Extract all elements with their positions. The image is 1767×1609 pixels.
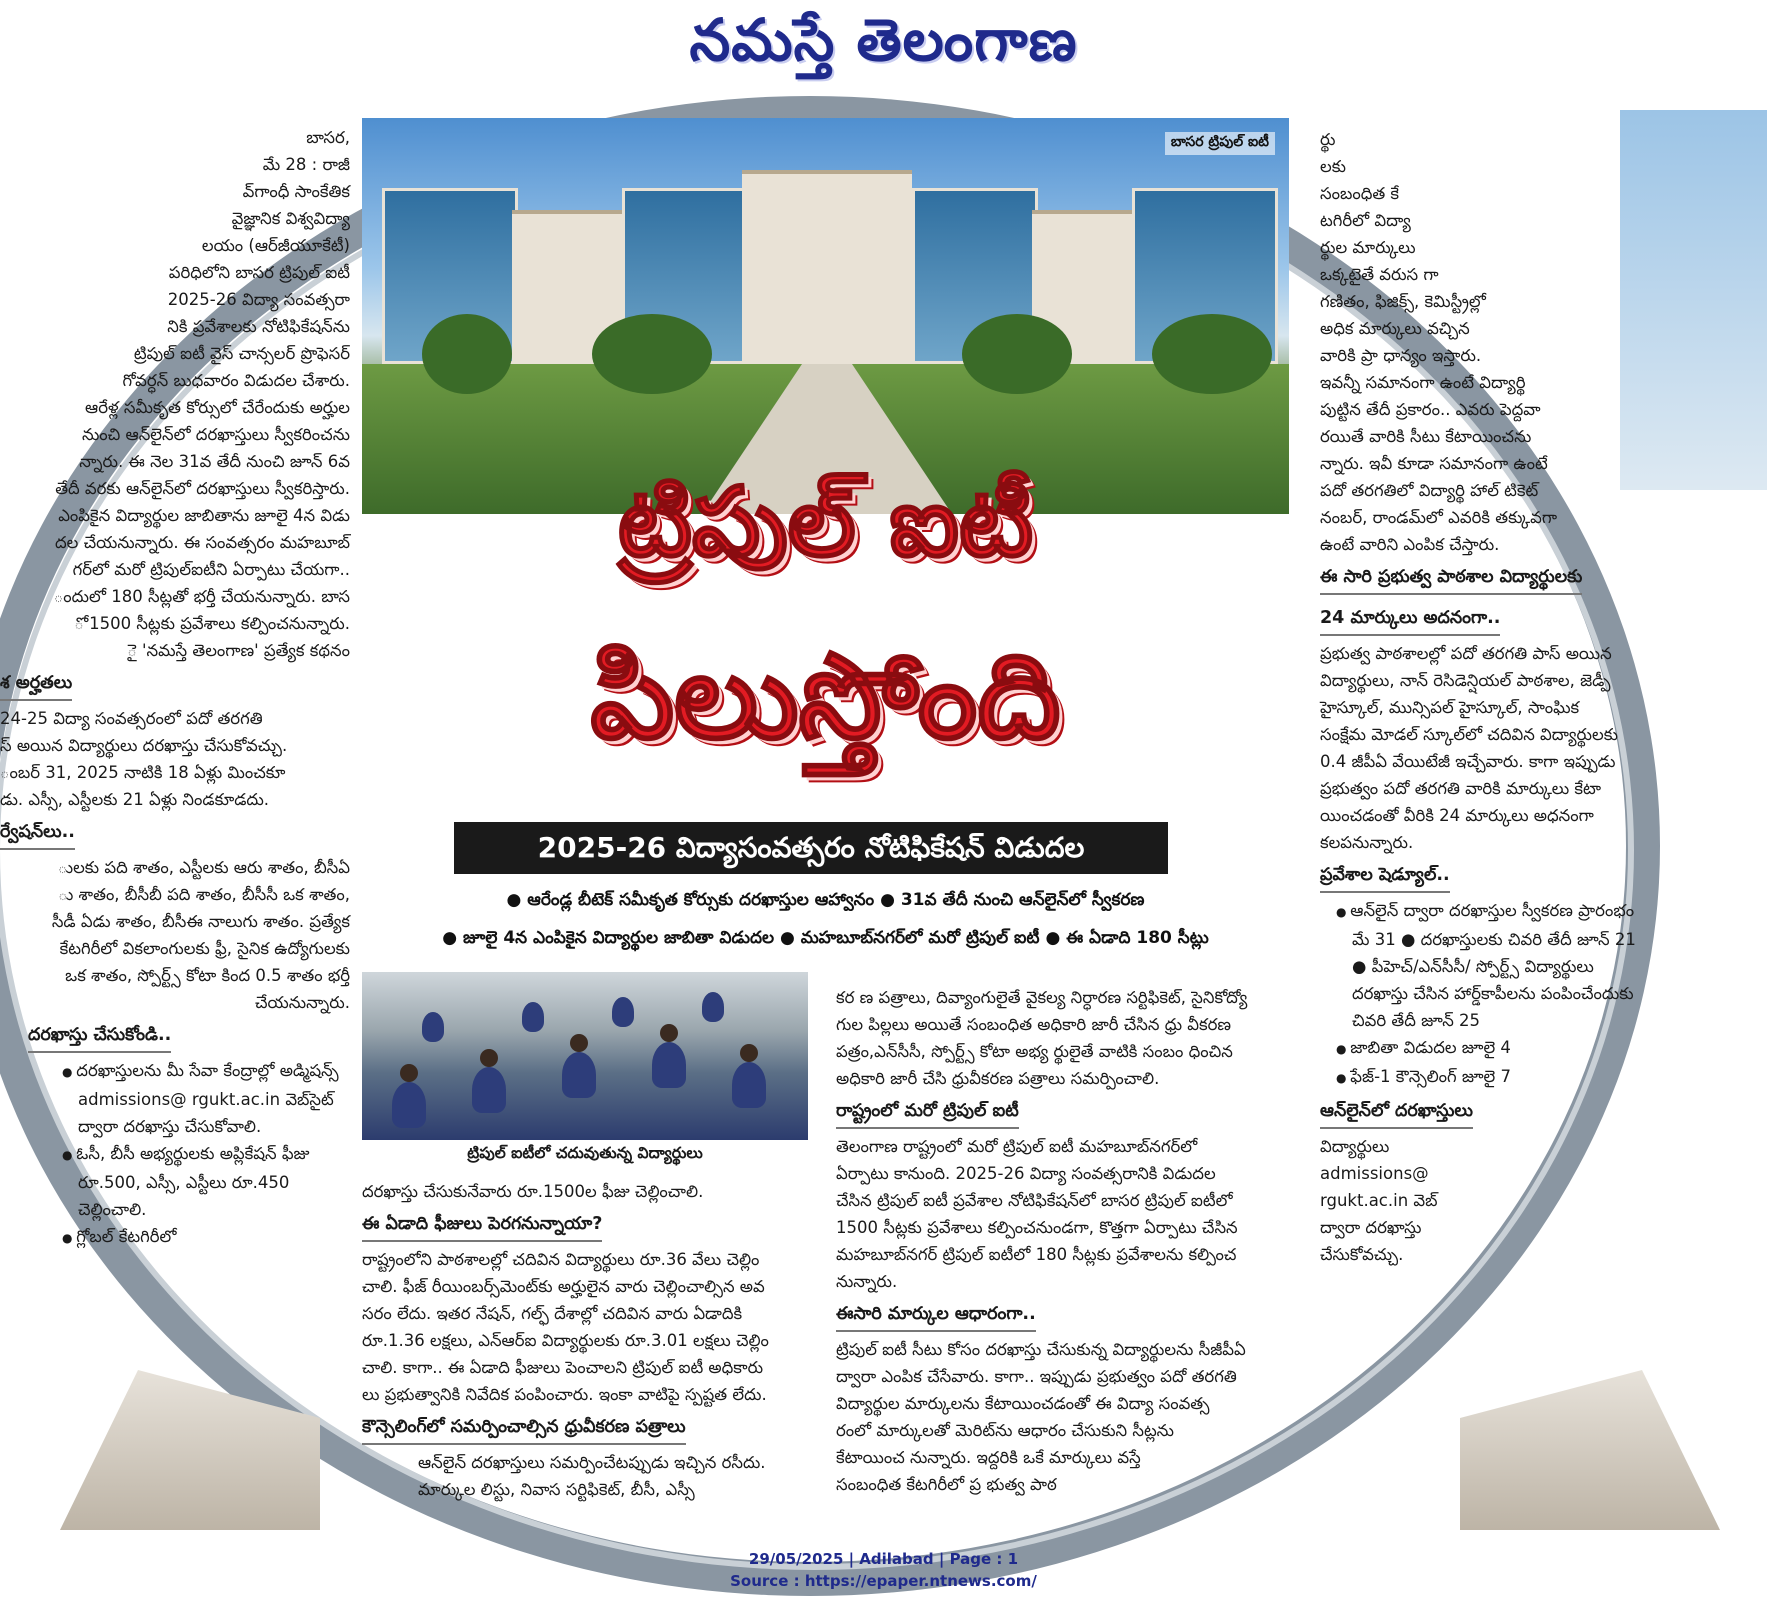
text-line: చాలి. ఫీజ్ రీయింబర్స్‌మెంట్‌కు అర్హులైన వారు చెల్లించాల్సిన అవ (362, 1277, 765, 1296)
documents-paragraph (362, 1449, 808, 1503)
text-line: ఆన్‌లైన్ దరఖాస్తులు సమర్పించేటప్పుడు ఇచ్చిన రసీదు. (418, 1453, 766, 1472)
text-line: రయితే వారికి సీటు కేటాయించను (1320, 427, 1532, 446)
text-line: న్నారు. ఇవీ కూడా సమానంగా ఉంటే (1320, 454, 1548, 473)
text-line: పరిధిలోని బాసర ట్రిపుల్ ఐటీ (168, 263, 350, 282)
section-schedule-heading: ప్రవేశాల షెడ్యూల్.. (1320, 862, 1450, 893)
text-line: టగిరీలో విద్యా (1320, 211, 1411, 230)
text-line: తెలంగాణ రాష్ట్రంలో మరో ట్రిపుల్ ఐటీ మహబూబ్‌నగర్‌లో (836, 1137, 1198, 1156)
photo-caption: బాసర ట్రిపుల్ ఐటీ (1165, 132, 1275, 155)
section-apply-heading: దరఖాస్తు చేసుకోండి.. (28, 1022, 171, 1053)
text-line: విద్యార్థులు (1320, 1137, 1390, 1156)
text-line: ద్వారా ఎంపిక చేసేవారు. కాగా.. ఇప్పుడు ప్రభుత్వం పదో తరగతి (836, 1367, 1237, 1386)
section-online-heading: ఆన్‌లైన్‌లో దరఖాస్తులు (1320, 1098, 1473, 1129)
text-line: లకు (1320, 157, 1347, 176)
text-line: నికి ప్రవేశాలకు నోటిఫికేషన్‌ను (167, 317, 350, 336)
text-line: గర్‌లో మరో ట్రిపుల్‌ఐటీని ఏర్పాటు చేయగా.. (72, 560, 350, 579)
text-line: మార్కుల లిస్టు, నివాస సర్టిఫికెట్, బీసీ, ఎస్సీ (418, 1480, 695, 1499)
students-photo (362, 972, 808, 1140)
campus-photo (362, 118, 1289, 514)
text-line: 2025-26 విద్యా సంవత్సరా (167, 290, 350, 309)
text-line: పుట్టిన తేదీ ప్రకారం.. ఎవరు పెద్దవా (1320, 400, 1541, 419)
text-line: ులకు పది శాతం, ఎస్టీలకు ఆరు శాతం, బీసీఏ (57, 858, 350, 877)
text-line: ఎంపికైన విద్యార్థుల జాబితాను జూలై 4న విడు (58, 506, 350, 525)
text-line: ర్థు (1320, 130, 1336, 149)
text-line: కేటగిరీలో వికలాంగులకు ఫ్రీ, సైనిక ఉద్యోగులకు (59, 939, 350, 958)
text-line: మే 28 : రాజీ (262, 155, 350, 174)
text-line: ఇవన్నీ సమానంగా ఉంటే విద్యార్థి (1320, 373, 1526, 392)
text-line: కేటాయించ నున్నారు. ఇద్దరికి ఒకే మార్కులు వస్తే (836, 1448, 1141, 1467)
section-new-iiit-heading: రాష్ట్రంలో మరో ట్రిపుల్ ఐటీ (836, 1098, 1019, 1129)
section-govt-schools-heading: ఈ సారి ప్రభుత్వ పాఠశాల విద్యార్థులకు (1320, 564, 1582, 595)
text-line: ు శాతం, బీసీబీ పది శాతం, బీసీసీ ఒక శాతం, (58, 885, 350, 904)
bullet-item: ● గ్లోబల్ కేటగిరీలో (56, 1223, 350, 1252)
text-line: ఉంటే వారిని ఎంపిక చేస్తారు. (1320, 535, 1500, 554)
text-line: రాష్ట్రంలోని పాఠశాలల్లో చదివిన విద్యార్థులు రూ.36 వేలు చెల్లిం (362, 1250, 760, 1269)
section-eligibility-heading: శ అర్హతలు (0, 670, 72, 701)
text-line: ఒక శాతం, స్పోర్ట్స్ కోటా కింద 0.5 శాతం భర్తీ (65, 966, 350, 985)
section-extra-marks-heading: 24 మార్కులు అదనంగా.. (1320, 605, 1500, 636)
text-line: సంక్షేమ మోడల్ స్కూల్‌లో చదివిన విద్యార్థులకు (1320, 725, 1619, 744)
text-line: సీడీ ఏడు శాతం, బీసీఈ నాలుగు శాతం. ప్రత్యేక (51, 912, 350, 931)
eligibility-paragraph (0, 705, 350, 813)
extra-marks-paragraph (1320, 640, 1650, 856)
masthead (0, 0, 1767, 86)
text-line: అధికారి జారీ చేసి ధ్రువీకరణ పత్రాలు సమర్పించాలి. (836, 1069, 1160, 1088)
text-line: ఒక్కటైతే వరుస గా (1320, 265, 1439, 284)
tiebreak-paragraph (1320, 126, 1650, 558)
text-line: ప్రభుత్వ పాఠశాలల్లో పదో తరగతి పాస్ అయిన (1320, 644, 1612, 663)
bullet-item: ● దరఖాస్తులను మీ సేవా కేంద్రాల్లో అడ్మిషన్స్ admissions@ rgukt.ac.in వెబ్‌సైట్ ద్వారా దరఖాస్తు చేసుకోవాలి. (56, 1057, 350, 1140)
highlights-row1: ● ఆరేండ్ల బీటెక్ సమీకృత కోర్సుకు దరఖాస్తుల ఆహ్వానం ● 31వ తేదీ నుంచి ఆన్‌లైన్‌లో స్వీకరణ (506, 890, 1145, 910)
text-line: వ్‌గాంధీ సాంకేతిక (242, 182, 350, 201)
text-line: 1500 సీట్లకు ప్రవేశాలు కల్పించనుండగా, కొత్తగా ఏర్పాటు చేసిన (836, 1218, 1238, 1237)
students-photo-caption: ట్రిపుల్ ఐటీలో చదువుతున్న విద్యార్థులు (467, 1144, 703, 1162)
text-line: చేయనున్నారు. (255, 993, 350, 1012)
fee-line: దరఖాస్తు చేసుకునేవారు రూ.1500ల ఫీజు చెల్లించాలి. (362, 1182, 704, 1201)
section-documents-heading: కౌన్సెలింగ్‌లో సమర్పించాల్సిన ధ్రువీకరణ పత్రాలు (362, 1414, 686, 1445)
bullet-item: ● ఆన్‌లైన్ ద్వారా దరఖాస్తుల స్వీకరణ ప్రారంభం మే 31 ● దరఖాస్తులకు చివరి తేదీ జూన్ 21 ● పీహెచ్/ఎన్‌సీసీ/ స్పోర్ట్స్ విద్యార్థులు దరఖాస్తు చేసిన హార్డ్‌కాపీలను పంపించేందుకు చివరి తేదీ జూన్ 25 (1330, 897, 1650, 1034)
text-line: రంలో మార్కులతో మెరిట్‌ను ఆధారం చేసుకుని సీట్లను (836, 1421, 1174, 1440)
text-line: 24-25 విద్యా సంవత్సరంలో పదో తరగతి (0, 709, 263, 728)
text-line: ర్థుల మార్కులు (1320, 238, 1416, 257)
text-line: చేసిన ట్రిపుల్ ఐటీ ప్రవేశాల నోటిఫికేషన్‌లో బాసర ట్రిపుల్ ఐటీలో (836, 1191, 1233, 1210)
text-line: న్నారు. ఈ నెల 31వ తేదీ నుంచి జూన్ 6వ (79, 452, 350, 471)
online-paragraph (1320, 1133, 1650, 1268)
notification-banner: 2025-26 విద్యాసంవత్సరం నోటిఫికేషన్ విడుదల (454, 822, 1168, 874)
left-column (0, 124, 350, 1252)
text-line: నంబర్, రాండమ్‌లో ఎవరికి తక్కువగా (1320, 508, 1558, 527)
text-line: చాలి. కాగా.. ఈ ఏడాది ఫీజులు పెంచాలని ట్రిపుల్ ఐటీ అధికారు (362, 1358, 764, 1377)
decorative-book-right (1460, 1370, 1720, 1530)
page-footer (0, 1548, 1767, 1592)
section-reservations-heading: ర్వేషన్‌లు.. (0, 819, 75, 850)
section-fees-heading: ఈ ఏడాది ఫీజులు పెరగనున్నాయా? (362, 1211, 602, 1242)
text-line: బాసర, (306, 128, 350, 147)
text-line: హైస్కూల్, మున్సిపల్ హైస్కూల్, సాంఘిక (1320, 698, 1580, 717)
newspaper-logo: నమస్తే తెలంగాణ (689, 6, 1078, 74)
text-line: వారికి ప్రా ధాన్యం ఇస్తారు. (1320, 346, 1482, 365)
text-line: ంబర్ 31, 2025 నాటికి 18 ఏళ్లు మించకూ (0, 763, 286, 782)
text-line: సరం లేదు. ఇతర నేషన్, గల్ఫ్ దేశాల్లో చదివిన వారు ఏడాదికి (362, 1304, 743, 1323)
documents-continued-paragraph (836, 984, 1288, 1092)
fees-paragraph (362, 1246, 808, 1408)
headline-line1: ట్రిపుల్ ఐటీ (617, 466, 1034, 578)
text-line: మహబూబ్‌నగర్ ట్రిపుల్ ఐటీలో 180 సీట్లకు ప్రవేశాలను కల్పించ (836, 1245, 1237, 1264)
reservations-paragraph (0, 854, 350, 1016)
text-line: ద్వారా దరఖాస్తు (1320, 1218, 1422, 1237)
mid-right-column (836, 984, 1288, 1498)
mid-left-column (362, 1178, 808, 1503)
text-line: వైజ్ఞానిక విశ్వవిద్యా (231, 209, 350, 228)
text-line: ో 1500 సీట్లకు ప్రవేశాలు కల్పించనున్నారు. (74, 614, 350, 633)
text-line: పదో తరగతిలో విద్యార్థి హాల్ టికెట్ (1320, 481, 1539, 500)
text-line: లయం (ఆర్‌జీయూకేటీ) (201, 236, 350, 255)
text-line: గణితం, ఫిజిక్స్, కెమిస్ట్రీల్లో (1320, 292, 1486, 311)
text-line: కలపనున్నారు. (1320, 833, 1414, 852)
bullet-item: ● ఫేజ్-1 కౌన్సెలింగ్ జూలై 7 (1330, 1063, 1650, 1092)
text-line: ై 'నమస్తే తెలంగాణ' ప్రత్యేక కథనం (127, 641, 350, 660)
headline-line2: పిలుస్తోంది (590, 627, 1061, 765)
text-line: విద్యార్థులు, నాన్ రెసిడెన్షియల్ పాఠశాల, జెడ్పీ (1320, 671, 1611, 690)
text-line: స్ అయిన విద్యార్థులు దరఖాస్తు చేసుకోవచ్చు. (0, 736, 288, 755)
text-line: admissions@ (1320, 1164, 1429, 1183)
bullet-item: ● ఓసీ, బీసీ అభ్యర్థులకు అప్లికేషన్ ఫీజు రూ.500, ఎస్సీ, ఎస్టీలు రూ.450 చెల్లించాలి. (56, 1140, 350, 1223)
text-line: rgukt.ac.in వెబ్ (1320, 1191, 1438, 1210)
text-line: ట్రిపుల్ ఐటీ వైస్ చాన్సలర్ ప్రొఫెసర్ (133, 344, 350, 363)
text-line: నుంచి ఆన్‌లైన్‌లో దరఖాస్తులు స్వీకరించను (82, 425, 350, 444)
edition-info: 29/05/2025 | Adilabad | Page : 1 (748, 1550, 1019, 1568)
marks-paragraph (836, 1336, 1288, 1498)
text-line: ట్రిపుల్ ఐటీ సీటు కోసం దరఖాస్తు చేసుకున్న విద్యార్థులను సీజీపీఏ (836, 1340, 1246, 1359)
text-line: తేదీ వరకు ఆన్‌లైన్‌లో దరఖాస్తులు స్వీకరిస్తారు. (55, 479, 350, 498)
text-line: అధిక మార్కులు వచ్చిన (1320, 319, 1470, 338)
text-line: డు. ఎస్సీ, ఎస్టీలకు 21 ఏళ్లు నిండకూడదు. (0, 790, 270, 809)
text-line: దల చేయనున్నారు. ఈ సంవత్సరం మహబూబ్ (55, 533, 350, 552)
bullet-item: ● జాబితా విడుదల జూలై 4 (1330, 1034, 1650, 1063)
text-line: సంబంధిత కేటగిరీలో ప్ర భుత్వ పాఠ (836, 1475, 1057, 1494)
right-column (1320, 126, 1650, 1268)
text-line: రూ.1.36 లక్షలు, ఎన్‌ఆర్‌ఐ విద్యార్థులకు రూ.3.01 లక్షలు చెల్లిం (362, 1331, 769, 1350)
text-line: ఏర్పాటు కానుంది. 2025-26 విద్యా సంవత్సరానికి విడుదల (836, 1164, 1216, 1183)
new-iiit-paragraph (836, 1133, 1288, 1295)
text-line: నున్నారు. (836, 1272, 898, 1291)
text-line: యించడంతో వీరికి 24 మార్కులు అధనంగా (1320, 806, 1594, 825)
text-line: కర ణ పత్రాలు, దివ్యాంగులైతే వైకల్య నిర్ధారణ సర్టిఫికెట్, సైనికోద్యో (836, 988, 1248, 1007)
text-line: లు ప్రభుత్వానికి నివేదిక పంపించారు. ఇంకా వాటిపై స్పష్టత లేదు. (362, 1385, 767, 1404)
section-marks-heading: ఈసారి మార్కుల ఆధారంగా.. (836, 1301, 1036, 1332)
apply-bullets (0, 1057, 350, 1252)
text-line: చేసుకోవచ్చు. (1320, 1245, 1404, 1264)
intro-paragraph (0, 124, 350, 664)
text-line: పత్రం,ఎన్‌సీసీ, స్పోర్ట్స్ కోటా అభ్య ర్థులైతే వాటికి సంబం ధించిన (836, 1042, 1233, 1061)
text-line: ందులో 180 సీట్లతో భర్తీ చేయనున్నారు. బాస (53, 587, 350, 606)
text-line: 0.4 జీపీఏ వేయిటేజీ ఇచ్చేవారు. కాగా ఇప్పుడు (1320, 752, 1616, 771)
text-line: విద్యార్థుల మార్కులను కేటాయించడంతో ఈ విద్యా సంవత్స (836, 1394, 1210, 1413)
text-line: ప్రభుత్వం పదో తరగతి వారికి మార్కులు కేటా (1320, 779, 1602, 798)
text-line: గుల పిల్లలు అయితే సంబంధిత అధికారి జారీ చేసిన ధ్రు వీకరణ (836, 1015, 1232, 1034)
text-line: సంబంధిత కే (1320, 184, 1400, 203)
text-line: ఆరేళ్ల సమీకృత కోర్సులో చేరేందుకు అర్హుల (85, 398, 350, 417)
source-link[interactable]: Source : https://epaper.ntnews.com/ (730, 1572, 1037, 1590)
schedule-list (1320, 897, 1650, 1092)
text-line: గోవర్ధన్ బుధవారం విడుదల చేశారు. (122, 371, 350, 390)
highlights-row2: ● జూలై 4న ఎంపికైన విద్యార్థుల జాబితా విడుదల ● మహబూబ్‌నగర్‌లో మరో ట్రిపుల్ ఐటీ ● ఈ ఏడాది 180 సీట్లు (442, 928, 1209, 948)
